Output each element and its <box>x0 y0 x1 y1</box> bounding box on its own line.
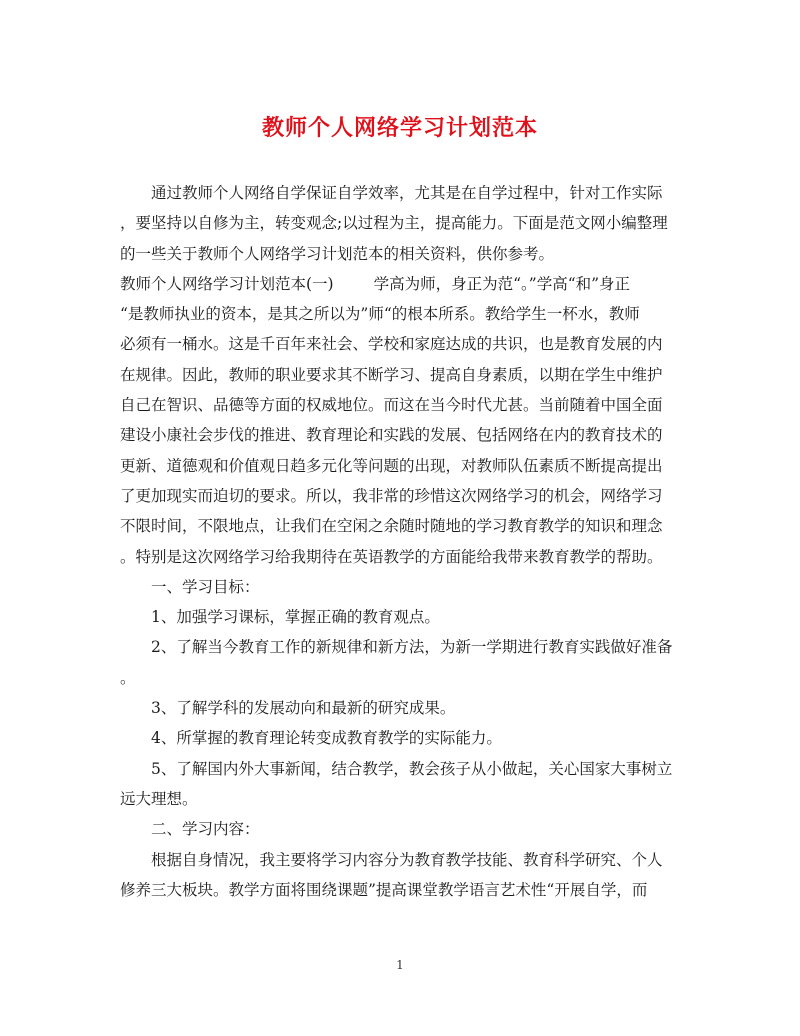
paragraph-line: 在规律。因此，教师的职业要求其不断学习、提高自身素质，以期在学生中维护 <box>120 365 663 384</box>
paragraph-line: 修养三大板块。教学方面将围绕课题”提高课堂教学语言艺术性“开展自学，而 <box>120 880 648 899</box>
heading-learning-content: 二、学习内容： <box>151 820 260 839</box>
paragraph-line: 了更加现实而迫切的要求。所以，我非常的珍惜这次网络学习的机会，网络学习 <box>120 486 663 505</box>
paragraph-line: 远大理想。 <box>120 789 198 808</box>
paragraph-line: 必须有一桶水。这是千百年来社会、学校和家庭达成的共识，也是教育发展的内 <box>120 335 663 354</box>
list-item: 3、了解学科的发展动向和最新的研究成果。 <box>151 699 456 718</box>
heading-learning-goals: 一、学习目标： <box>151 577 260 596</box>
page-number: 1 <box>396 958 404 972</box>
section-heading-line <box>120 269 680 299</box>
list-item: 1、加强学习课标，掌握正确的教育观点。 <box>151 608 440 627</box>
paragraph-line: 。 <box>120 668 136 687</box>
paragraph-line: 更新、道德观和价值观日趋多元化等问题的出现，对教师队伍素质不断提高提出 <box>120 456 663 475</box>
paragraph-line: ，要坚持以自修为主，转变观念;以过程为主，提高能力。下面是范文网小编整理 <box>120 214 668 233</box>
section-heading: 教师个人网络学习计划范本(一) <box>120 274 334 293</box>
document-body <box>120 178 680 905</box>
paragraph-text: 学高为师，身正为范“。”学高“和”身正 <box>373 274 631 293</box>
document-title: 教师个人网络学习计划范本 <box>261 115 538 141</box>
paragraph-line: 自己在智识、品德等方面的权威地位。而这在当今时代尤甚。当前随着中国全面 <box>120 396 663 415</box>
paragraph-line: 的一些关于教师个人网络学习计划范本的相关资料，供你参考。 <box>120 244 555 263</box>
paragraph-line: 不限时间，不限地点，让我们在空闲之余随时随地的学习教育教学的知识和理念 <box>120 517 663 536</box>
list-item: 4、所掌握的教育理论转变成教育教学的实际能力。 <box>151 729 502 748</box>
paragraph-line: 通过教师个人网络自学保证自学效率，尤其是在自学过程中，针对工作实际 <box>151 184 663 202</box>
paragraph-line: 。特别是这次网络学习给我期待在英语教学的方面能给我带来教育教学的帮助。 <box>120 547 663 566</box>
paragraph-line: 建设小康社会步伐的推进、教育理论和实践的发展、包括网络在内的教育技术的 <box>120 426 663 445</box>
list-item: 2、了解当今教育工作的新规律和新方法，为新一学期进行教育实践做好准备 <box>151 638 673 657</box>
paragraph-line: 根据自身情况，我主要将学习内容分为教育教学技能、教育科学研究、个人 <box>151 850 663 869</box>
list-item: 5、了解国内外大事新闻，结合教学，教会孩子从小做起，关心国家大事树立 <box>151 759 673 778</box>
paragraph-line: “是教师执业的资本，是其之所以为”师“的根本所系。教给学生一杯水，教师 <box>120 305 640 324</box>
